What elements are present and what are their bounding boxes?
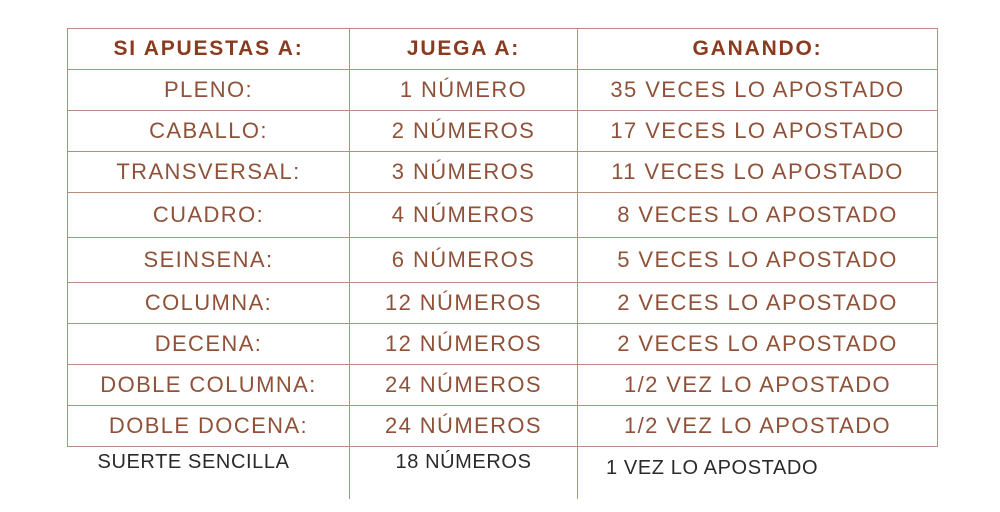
bet-cell: DOBLE COLUMNA: xyxy=(68,365,350,406)
pays-cell: 1/2 VEZ LO APOSTADO xyxy=(578,406,938,447)
pays-cell: 2 VECES LO APOSTADO xyxy=(578,324,938,365)
roulette-payout-table xyxy=(67,28,937,479)
table-row xyxy=(68,70,938,111)
bet-cell: CABALLO: xyxy=(68,111,350,152)
pays-cell: 11 VECES LO APOSTADO xyxy=(578,152,938,193)
numbers-cell: 1 NÚMERO xyxy=(350,70,578,111)
table-row xyxy=(68,111,938,152)
numbers-cell: 3 NÚMEROS xyxy=(350,152,578,193)
bet-cell: COLUMNA: xyxy=(68,283,350,324)
numbers-cell: 4 NÚMEROS xyxy=(350,193,578,238)
header-bet: SI APUESTAS A: xyxy=(68,29,350,70)
table-row xyxy=(68,193,938,238)
header-row xyxy=(68,29,938,70)
pays-cell: 5 VECES LO APOSTADO xyxy=(578,238,938,283)
pays-cell: 1/2 VEZ LO APOSTADO xyxy=(578,365,938,406)
table-row xyxy=(68,324,938,365)
pays-cell: 17 VECES LO APOSTADO xyxy=(578,111,938,152)
bet-cell: DOBLE DOCENA: xyxy=(68,406,350,447)
table-row xyxy=(68,406,938,447)
table-row xyxy=(68,152,938,193)
header-numbers: JUEGA A: xyxy=(350,29,578,70)
bet-cell: DECENA: xyxy=(68,324,350,365)
pays-cell: 35 VECES LO APOSTADO xyxy=(578,70,938,111)
numbers-cell: 12 NÚMEROS xyxy=(350,324,578,365)
table-row xyxy=(68,447,938,500)
numbers-cell: 6 NÚMEROS xyxy=(350,238,578,283)
numbers-cell: 24 NÚMEROS xyxy=(350,365,578,406)
payout-table xyxy=(67,28,938,499)
numbers-cell: 2 NÚMEROS xyxy=(350,111,578,152)
table-row xyxy=(68,238,938,283)
bet-cell: TRANSVERSAL: xyxy=(68,152,350,193)
pays-cell: 8 VECES LO APOSTADO xyxy=(578,193,938,238)
bet-cell: PLENO: xyxy=(68,70,350,111)
table-row xyxy=(68,283,938,324)
numbers-cell: 18 NÚMEROS xyxy=(350,447,578,500)
bet-cell: SEINSENA: xyxy=(68,238,350,283)
numbers-cell: 12 NÚMEROS xyxy=(350,283,578,324)
bet-cell: CUADRO: xyxy=(68,193,350,238)
pays-cell: 1 VEZ LO APOSTADO xyxy=(578,447,938,500)
pays-cell: 2 VECES LO APOSTADO xyxy=(578,283,938,324)
header-pays: GANANDO: xyxy=(578,29,938,70)
bet-cell: SUERTE SENCILLA xyxy=(68,447,350,500)
numbers-cell: 24 NÚMEROS xyxy=(350,406,578,447)
table-row xyxy=(68,365,938,406)
